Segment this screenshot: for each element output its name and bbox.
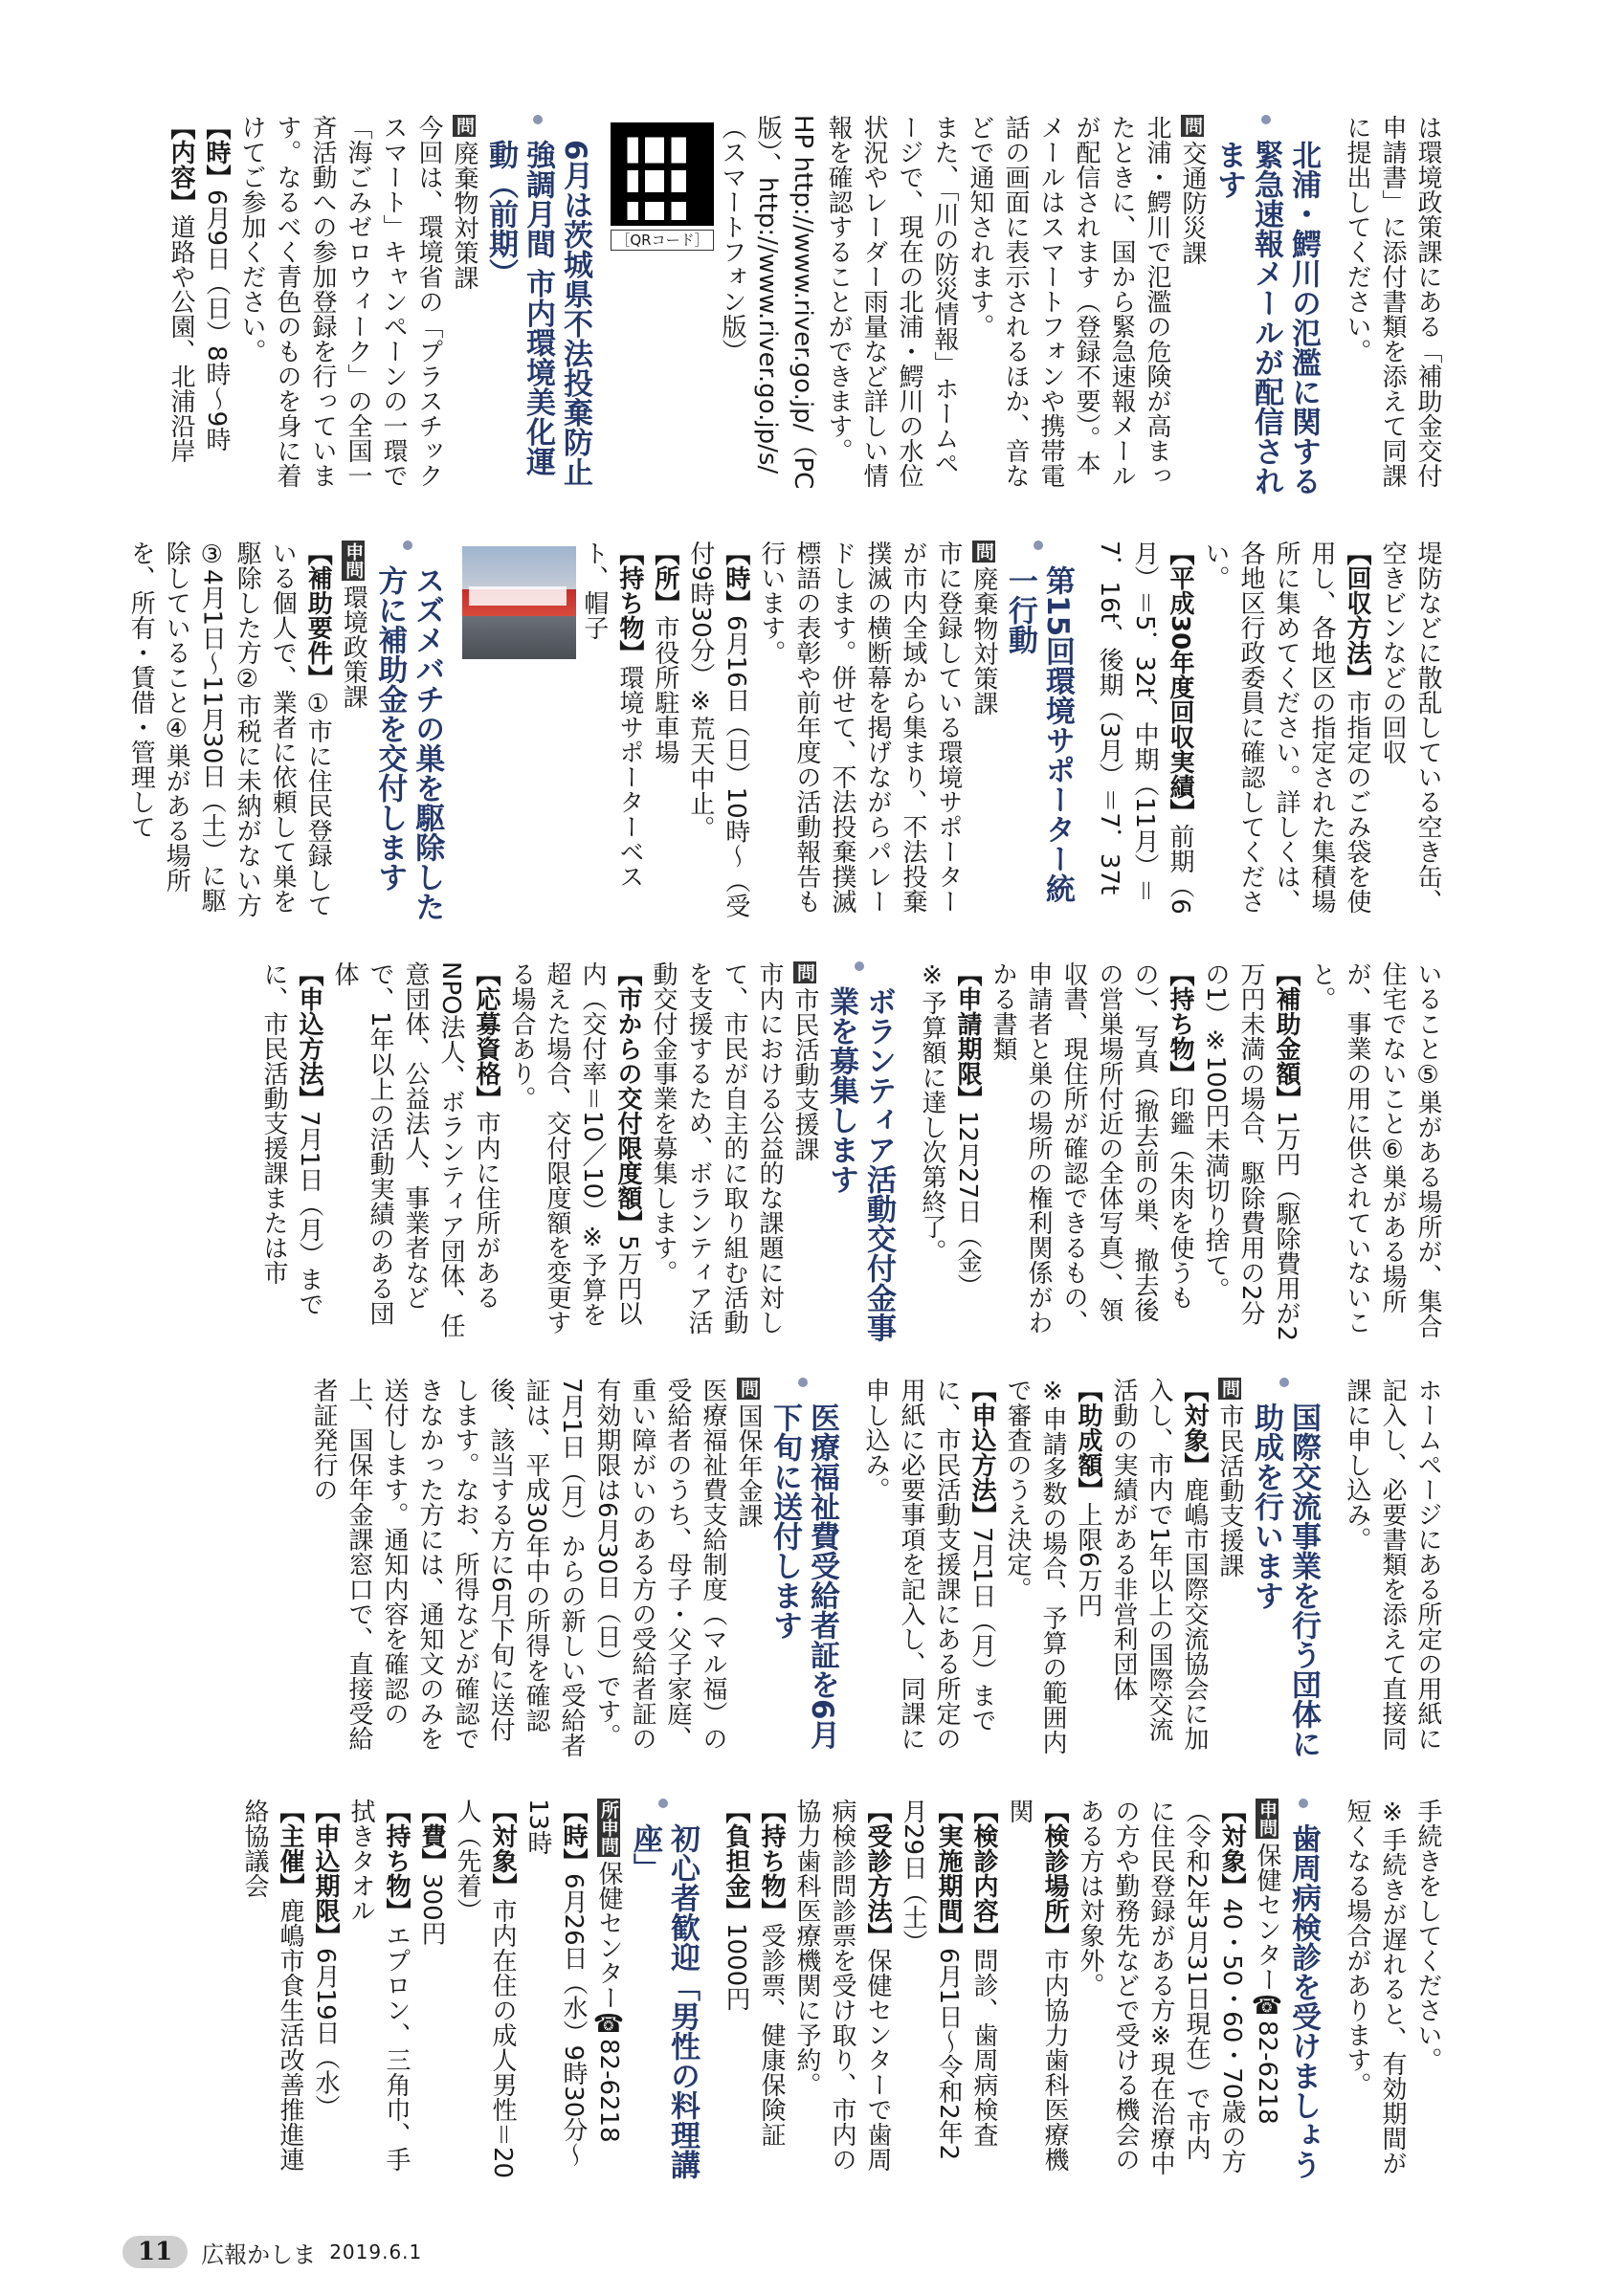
- article-paragraph: [198, 115, 233, 497]
- field-label: 【 検診内容 】: [969, 1799, 998, 1948]
- department-name: 市民活動支援課: [1215, 1403, 1244, 1578]
- inquiry-tag: 問: [454, 117, 475, 135]
- field-value: 6月1日〜令和2年2月29日（土）: [899, 1799, 963, 2161]
- article-continuation: [1339, 115, 1445, 497]
- article-paragraph: [1105, 1378, 1212, 1760]
- article-paragraph: ※申請多数の場合、予算の範囲内で審査のうえ決定。: [1003, 1378, 1067, 1755]
- article-paragraph: [895, 1799, 966, 2181]
- article-title: 初心者歓迎「男性の料理講座」: [626, 1799, 700, 2181]
- field-label: 【 補助要件 】: [303, 541, 332, 690]
- field-value: 保健センターで歯周病検診問診票を受け取り、市内の協力歯科医療機関に予約。: [792, 1799, 892, 2172]
- qr-code-caption: ［QRコード］: [611, 230, 714, 251]
- field-value: 市内に住所があるNPO法人、ボランティア団体、任意団体、公益法人、事業者などで、1年以上の活動実績のある団体: [330, 961, 500, 1338]
- article-paragraph: [1093, 541, 1197, 923]
- article-paragraph: [256, 961, 326, 1344]
- article-paragraph: [236, 1799, 307, 2181]
- article-paragraph: [718, 1799, 753, 2181]
- field-label: 【 回収方法 】: [1343, 541, 1371, 690]
- article: [124, 541, 445, 923]
- inquiry-tag: 問: [972, 542, 994, 561]
- field-value: ①市に住民登録している個人で、業者に依頼して巣を駆除した方②市税に未納がない方③4月1日〜11月30日（土）に駆除していること④巣がある場所を、所有・賃借・管理して: [126, 541, 333, 917]
- article-title: 北浦・鰐川の氾濫に関する緊急速報メールが配信されます: [1210, 115, 1322, 497]
- article-paragraph: いること⑤巣がある場所が、集合住宅でないこと⑥巣がある場所が、事業の用に供されていないこと。: [1307, 961, 1442, 1338]
- department-name: 交通防災課: [1178, 141, 1207, 265]
- field-value: 市内在住の成人男性＝20人（先着）: [453, 1799, 517, 2179]
- article-continuation: [914, 961, 1445, 1344]
- article-paragraph: [163, 115, 198, 497]
- article-title: 第15回環境サポーター統一行動: [1001, 541, 1076, 923]
- article-paragraph: [789, 1799, 895, 2181]
- event-photo: [462, 546, 576, 659]
- article-paragraph: ※手続きが遅れると、有効期間が短くなる場合があります。: [1343, 1799, 1407, 2175]
- article-continuation: [1093, 541, 1445, 923]
- article-band: [124, 1378, 1445, 1760]
- field-value: 6月16日（日）10時〜（受付9時30分）※荒天中止。: [685, 541, 750, 918]
- article-paragraph: [682, 541, 753, 923]
- article-band: [124, 115, 1445, 497]
- article: [256, 961, 897, 1344]
- field-value: 前期（6月）＝5．32t、中期（11月）＝7．16t、後期（3月）＝7．37t: [1095, 541, 1194, 915]
- article-paragraph: ホームページにある所定の用紙に記入し、必要書類を添えて直接同課に申し込み。: [1343, 1378, 1442, 1751]
- field-label: 【 申込方法 】: [295, 961, 323, 1111]
- field-value: 鹿嶋市国際交流協会に加入し、市内で1年以上の国際交流活動の実績がある非営利団体: [1109, 1378, 1209, 1751]
- article-paragraph: [1070, 1378, 1105, 1760]
- inquiry-tag: 問: [794, 963, 815, 982]
- field-label: 【 負担金 】: [722, 1799, 750, 1923]
- article-paragraph: [343, 1799, 413, 2181]
- field-value: 環境サポーターベスト、帽子: [579, 541, 644, 889]
- field-value: 道路や公園、北浦沿岸: [167, 214, 195, 463]
- field-label: 【 対象 】: [488, 1799, 517, 1898]
- article-paragraph: [966, 1799, 1001, 2181]
- article-paragraph: [985, 961, 1197, 1344]
- department-name: 環境政策課: [339, 585, 368, 709]
- article-title: スズメバチの巣を駆除した方に補助金を交付します: [370, 541, 445, 923]
- department-name: 国保年金課: [734, 1403, 763, 1528]
- qr-code-image: [611, 122, 714, 226]
- article-paragraph: 市に登録している環境サポーターが市内全域から集まり、不法投棄撲滅の横断幕を掲げながらパレードします。併せて、不法投棄撲滅標語の表彰や前年度の活動報告も行います。: [756, 541, 963, 914]
- field-label: 【 時 】: [559, 1799, 588, 1873]
- article-band: [124, 541, 1445, 923]
- field-label: 【 対象 】: [1217, 1799, 1246, 1898]
- field-label: 【 持ち物 】: [1166, 961, 1194, 1086]
- article-paragraph: [326, 961, 503, 1344]
- field-label: 【 申込方法 】: [967, 1378, 996, 1527]
- field-label: 【 実施期間 】: [934, 1799, 963, 1948]
- article-paragraph: [413, 1799, 449, 2181]
- field-value: 上限6万円: [1074, 1502, 1102, 1618]
- article-paragraph: [1197, 541, 1374, 923]
- inquiry-tag: 所申問: [598, 1800, 619, 1855]
- field-label: 【 所 】: [651, 541, 679, 615]
- article: [236, 1799, 700, 2181]
- article-paragraph: [307, 1799, 343, 2181]
- field-value: 受診票、健康保険証: [757, 1923, 786, 2147]
- inquiry-tag: 申問: [343, 542, 365, 579]
- article-paragraph: また、「川の防災情報」ホームページで、現在の北浦・鰐川の水位状況やレーダー雨量など詳しい情報を確認することができます。: [824, 115, 959, 488]
- field-label: 【 持ち物 】: [615, 541, 644, 665]
- field-label: 【 受診方法 】: [863, 1799, 892, 1948]
- article: [611, 115, 1322, 497]
- page-number: 11: [122, 2236, 188, 2268]
- field-value: 1万円（駆除費用が2万円未満の場合、駆除費用の2分の1）※100円未満切り捨て。: [1201, 961, 1301, 1342]
- field-value: 1000円: [722, 1923, 750, 2012]
- article-paragraph: ※予算額に達し次第終了。: [918, 961, 946, 1264]
- article-paragraph: 今回は、環境省の「プラスチックスマート」キャンペーンの一環で「海ごみゼロウィーク」の全国一斉活動への参加登録を行っています。なるべく青色のものを身に着けてご参加ください。: [237, 115, 443, 488]
- article: [305, 1378, 840, 1760]
- field-value: 鹿嶋市食生活改善推進連絡協議会: [240, 1799, 304, 2172]
- field-label: 【 補助金額 】: [1272, 961, 1301, 1111]
- field-value: 6月9日（日）8時〜9時: [202, 189, 231, 453]
- department-name: 廃棄物対策課: [968, 566, 998, 716]
- issue-date: 2019.6.1: [329, 2241, 423, 2263]
- field-value: エプロン、三角巾、手拭きタオル: [346, 1799, 411, 2172]
- field-label: 【 主催 】: [276, 1799, 304, 1898]
- field-value: 7月1日（月）までに、市民活動支援課または市: [259, 961, 323, 1317]
- article: [462, 541, 1076, 923]
- article-band: [124, 1799, 1445, 2181]
- article-paragraph: [753, 1799, 789, 2181]
- article-title: 国際交流事業を行う団体に助成を行います: [1247, 1378, 1322, 1760]
- inquiry-tag: 問: [738, 1380, 759, 1398]
- department-name: 廃棄物対策課: [450, 141, 478, 290]
- article-paragraph: 堤防などに散乱している空き缶、空きビンなどの回収: [1378, 541, 1442, 914]
- article-paragraph: [576, 541, 647, 923]
- article-title: 歯周病検診を受けましょう: [1284, 1799, 1322, 2181]
- field-value: 7月1日（月）までに、市民活動支援課にある所定の用紙に必要事項を記入し、同課に申し込み。: [861, 1378, 996, 1751]
- field-value: 5万円以内（交付率＝10／10）※予算を超えた場合、交付限度額を変更する場合あり。: [507, 961, 642, 1335]
- field-value: 40・50・60・70歳の方（令和2年3月31日現在）で市内に住民登録がある方※現在治療中の方や勤務先などで受ける機会のある方は対象外。: [1076, 1799, 1246, 2175]
- field-label: 【 応募資格 】: [472, 961, 500, 1111]
- field-value: 市指定のごみ袋を使用し、各地区の指定された集積場所に集めてください。詳しくは、各地区行政委員に確認してください。: [1201, 541, 1371, 914]
- field-label: 【 平成30年度回収実績 】: [1166, 541, 1194, 824]
- article-paragraph: [503, 961, 645, 1344]
- article-continuation: [1339, 1799, 1445, 2181]
- field-value: 300円: [417, 1873, 446, 1946]
- article-paragraph: 医療福祉費支給制度（マル福）の受給者のうち、母子・父子家庭、重い障がいのある方の受給者証の有効期限は6月30日（日）です。7月1日（月）からの新しい受給者証は、平成30年中の所得を確認後、該当する方に6月下旬に送付します。なお、所得などが確認できなかった方には、通知文のみを送付します。通知内容を確認の上、国保年金課窓口で、直接受給者証発行の: [309, 1378, 727, 1758]
- article-paragraph: [1001, 1799, 1072, 2181]
- article-paragraph: [857, 1378, 999, 1760]
- field-value: 市内協力歯科医療機関: [1005, 1799, 1069, 2172]
- department-name: 保健センター☎82-6218: [594, 1861, 623, 2143]
- inquiry-tag: 申問: [1256, 1800, 1278, 1837]
- field-label: 【 検診場所 】: [1040, 1799, 1069, 1948]
- article-paragraph: [1072, 1799, 1249, 2181]
- qr-code[interactable]: [611, 122, 714, 251]
- article-paragraph: [1197, 961, 1303, 1344]
- article: [857, 1378, 1322, 1760]
- article: [163, 115, 593, 497]
- field-value: 6月26日（水）9時30分〜13時: [523, 1799, 588, 2168]
- article-paragraph: [949, 961, 985, 1344]
- inquiry-tag: 問: [1219, 1380, 1240, 1398]
- field-label: 【 内容 】: [167, 115, 195, 214]
- article-paragraph: [647, 541, 682, 923]
- field-label: 【 市からの交付限度額 】: [613, 961, 642, 1235]
- article-paragraph: は環境政策課にある「補助金交付申請書」に添付書類を添えて同課に提出してください。: [1343, 115, 1442, 488]
- article-band: [124, 961, 1445, 1344]
- article-title: 6月は茨城県不法投棄防止強調月間 市内環境美化運動（前期）: [481, 115, 593, 497]
- article-title: 医療福祉費受給者証を6月下旬に送付します: [766, 1378, 840, 1760]
- field-label: 【 申請期限 】: [953, 961, 982, 1111]
- field-value: 12月27日（金）: [953, 1111, 982, 1299]
- article-paragraph: [124, 541, 335, 923]
- article: [718, 1799, 1322, 2181]
- article-paragraph: [449, 1799, 520, 2181]
- field-label: 【 費 】: [417, 1799, 446, 1873]
- field-value: 問診、歯周病検査: [969, 1948, 998, 2147]
- field-label: 【 申込期限 】: [311, 1799, 340, 1948]
- field-label: 【 助成額 】: [1074, 1378, 1102, 1502]
- article-paragraph: 北浦・鰐川で氾濫の危険が高まったときに、国から緊急速報メールが配信されます（登録不要）。本メールはスマートフォンや携帯電話の画面に表示されるほか、音などで通知されます。: [966, 115, 1171, 488]
- field-value: 6月19日（水）: [311, 1948, 340, 2120]
- field-label: 【 持ち物 】: [382, 1799, 411, 1923]
- inquiry-tag: 問: [1182, 117, 1203, 135]
- page-footer: [122, 2233, 422, 2271]
- magazine-title: 広報かしま: [201, 2241, 317, 2268]
- article-paragraph: 市内における公益的な課題に対して、市民が自主的に取り組む活動を支援するため、ボランティア活動交付金事業を募集します。: [649, 961, 784, 1335]
- article-title: ボランティア活動交付金事業を募集します: [822, 961, 897, 1344]
- field-value: 印鑑（朱肉を使うもの）、写真（撤去前の巣、撤去後の営巣場所付近の全体写真）、領収書、現住所が確認できるもの、申請者と巣の場所の権利関係がわかる書類: [989, 961, 1194, 1335]
- article-continuation: [1339, 1378, 1445, 1760]
- article-paragraph: HP http://www.river.go.jp/（PC版）、http://www.river.go.jp/s/（スマートフォン版）: [718, 115, 817, 490]
- article-paragraph: 手続きをしてください。: [1413, 1799, 1442, 2072]
- field-value: 市役所駐車場: [650, 615, 679, 764]
- field-label: 【 持ち物 】: [757, 1799, 786, 1923]
- article-paragraph: [520, 1799, 590, 2181]
- field-label: 【 時 】: [202, 115, 231, 189]
- department-name: 市民活動支援課: [790, 987, 819, 1161]
- field-label: 【 時 】: [722, 541, 750, 615]
- field-label: 【 対象 】: [1180, 1378, 1209, 1477]
- department-name: 保健センター☎82-6218: [1253, 1843, 1281, 2125]
